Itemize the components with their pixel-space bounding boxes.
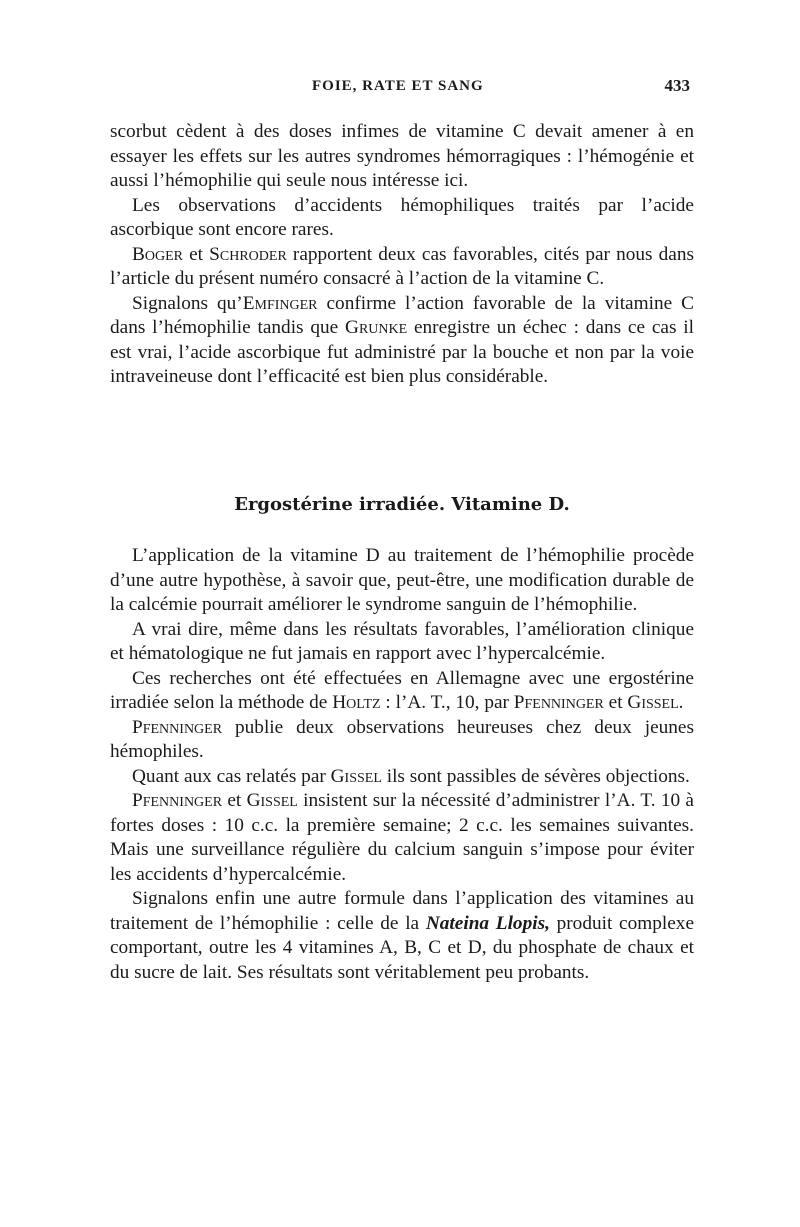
author-name: Pfenninger (132, 790, 223, 811)
paragraph (110, 194, 694, 243)
paragraph-text: et (182, 243, 210, 265)
paragraph-text: et (603, 692, 628, 713)
author-name: Grunke (345, 317, 408, 338)
author-name: Gissel (246, 790, 298, 811)
paragraph-text: A vrai dire, même dans les résultats favorables, l’amélioration clinique et hématologique ne fut jamais en rapport avec l’hypercalcémie. (110, 618, 694, 664)
paragraph-text: publie deux observations heureuses chez deux jeunes hémophiles. (110, 716, 694, 762)
product-name: Nateina Llopis, (425, 912, 550, 934)
paragraph (110, 243, 694, 292)
paragraph (110, 120, 694, 194)
text-block-vitamin-d (110, 544, 694, 985)
running-head: FOIE, RATE ET SANG (312, 78, 484, 94)
paragraph (110, 667, 694, 716)
paragraph-text: Signalons enfin une autre formule dans l’application des vitamines au traitement de l’hémophilie : celle de la (110, 888, 694, 934)
paragraph-text: Signalons qu’ (132, 292, 243, 314)
paragraph-text: scorbut cèdent à des doses infimes de vitamine C devait amener à en essayer les effets sur les autres syndromes hémorragiques : l’hémogénie et aussi l’hémophilie qui seule nous intéresse ici. (110, 121, 694, 191)
paragraph (110, 618, 694, 667)
paragraph (110, 887, 694, 985)
paragraph-text: Quant aux cas relatés par (132, 765, 331, 787)
page-header (110, 78, 690, 102)
paragraph-text: produit complexe comportant, outre les 4 vitamines A, B, C et D, du phosphate de chaux et du sucre de lait. Ses résultats sont véritablement peu probants. (110, 912, 694, 983)
author-name: Holtz (332, 692, 381, 713)
text-block-vitamin-c (110, 120, 694, 390)
paragraph-text: . (678, 692, 684, 713)
paragraph (110, 789, 694, 887)
paragraph-text: confirme l’action favorable de la vitamine C dans l’hémophilie tandis que (110, 292, 694, 338)
paragraph-text: Les observations d’accidents hémophiliques traités par l’acide ascorbique sont encore rares. (110, 194, 694, 240)
page-number: 433 (664, 76, 690, 95)
paragraph-text: insistent sur la nécessité d’administrer l’A. T. 10 à fortes doses : 10 c.c. la première semaine; 2 c.c. les semaines suivantes. Mais une surveillance régulière du calcium sanguin s’impose pour éviter les accidents d’hypercalcémie. (110, 790, 694, 885)
paragraph-text: L’application de la vitamine D au traitement de l’hémophilie procède d’une autre hypothèse, à savoir que, peut-être, une modification durable de la calcémie pourrait améliorer le syndrome sanguin de l’hémophilie. (110, 545, 694, 615)
author-name: Boger (132, 243, 183, 265)
section-heading: Ergostérine irradiée. Vitamine D. (234, 494, 570, 515)
author-name: Pfenninger (132, 716, 223, 738)
author-name: Pfenninger (513, 692, 604, 713)
paragraph (110, 716, 694, 765)
paragraph-text: ils sont passibles de sévères objections. (381, 765, 690, 787)
paragraph (110, 765, 694, 790)
paragraph-text: enregistre un échec : dans ce cas il est vrai, l’acide ascorbique fut administré par la bouche et non par la voie intraveineuse dont l’efficacité est bien plus considérable. (110, 317, 694, 387)
paragraph-text: Ces recherches ont été effectuées en Allemagne avec une ergostérine irradiée selon la méthode de (110, 667, 694, 713)
paragraph (110, 544, 694, 618)
paragraph-text: et (222, 790, 247, 811)
paragraph (110, 292, 694, 390)
author-name: Gissel (330, 765, 382, 787)
author-name: Schroder (209, 243, 287, 265)
paragraph-text: rapportent deux cas favorables, cités par nous dans l’article du présent numéro consacré à l’action de la vitamine C. (110, 243, 695, 289)
author-name: Gissel (627, 692, 679, 713)
paragraph-text: : l’A. T., 10, par (380, 692, 514, 713)
author-name: Emfinger (242, 292, 318, 314)
